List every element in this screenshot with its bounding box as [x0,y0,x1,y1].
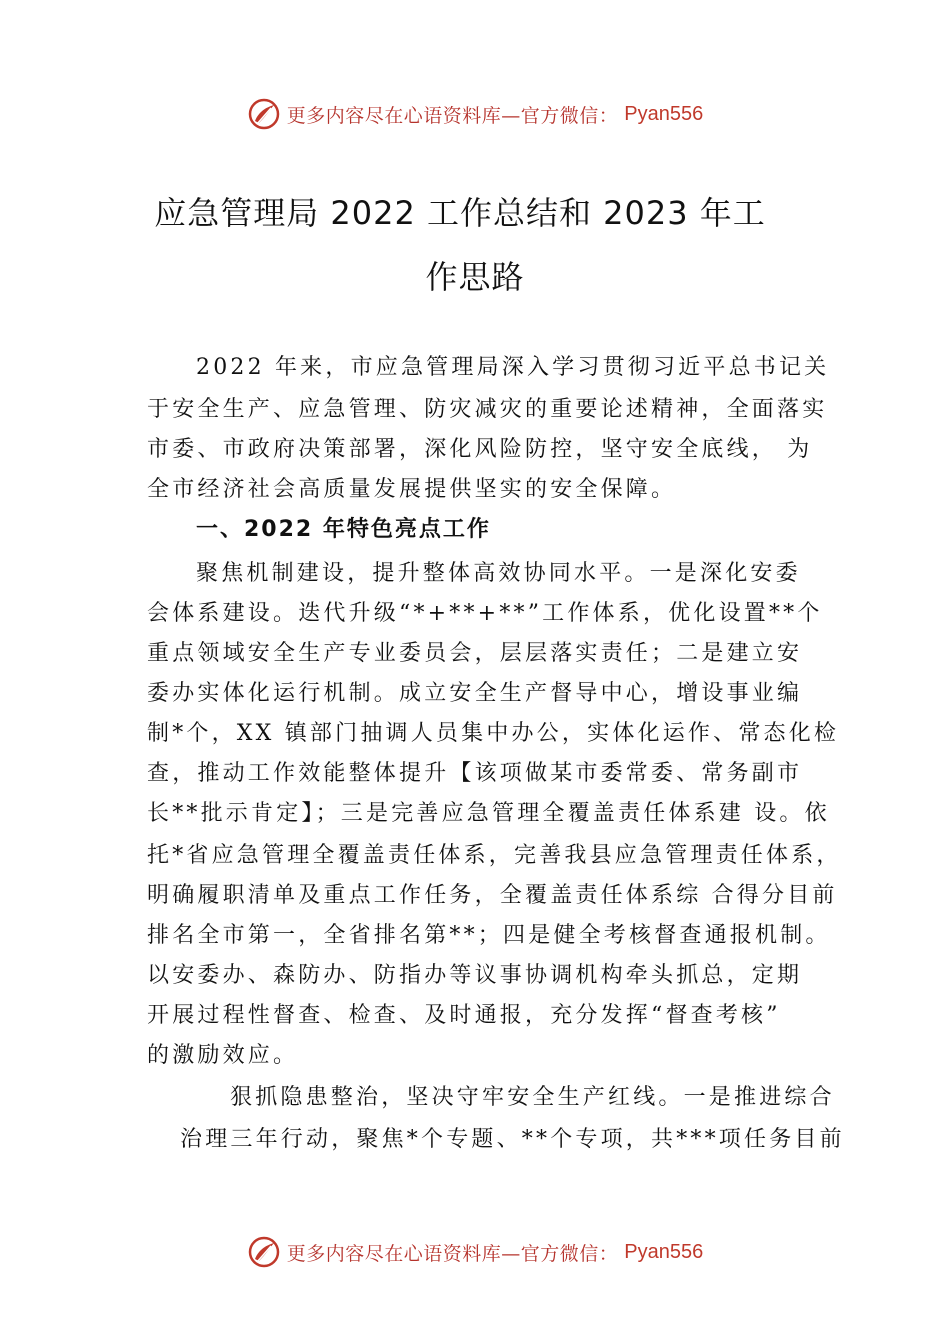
watermark-wechat-id: Pyan556 [624,102,704,125]
intro-line-4: 全市经济社会高质量发展提供坚实的安全保障。 [147,477,677,502]
intro-line-3: 市委、市政府决策部署，深化风险防控，坚守安全底线， 为 [147,437,813,462]
para1-line-5: 制*个，XX 镇部门抽调人员集中办公，实体化运作、常态化检 [147,721,840,746]
para1-line-2: 会体系建设。迭代升级“*+**+**”工作体系，优化设置**个 [147,601,823,626]
document-title-line-1: 应急管理局 2022 工作总结和 2023 年工 [154,194,766,232]
brand-logo-icon [247,1235,281,1269]
para1-line-1: 聚焦机制建设，提升整体高效协同水平。一是深化安委 [196,561,801,586]
para2-line-2: 治理三年行动，聚焦*个专题、**个专项，共***项任务目前 [180,1127,845,1152]
para1-line-12: 开展过程性督查、检查、及时通报，充分发挥“督查考核” [147,1003,781,1028]
para1-line-9: 明确履职清单及重点工作任务，全覆盖责任体系综 合得分目前 [147,883,838,908]
para1-line-11: 以安委办、森防办、防指办等议事协调机构牵头抓总，定期 [147,963,803,988]
section-heading-1: 一、2022 年特色亮点工作 [196,517,491,542]
para1-line-8: 托*省应急管理全覆盖责任体系，完善我县应急管理责任体系， [147,843,842,868]
brand-logo-icon [247,97,281,131]
watermark-wechat-id: Pyan556 [624,1240,704,1263]
watermark-footer [0,1232,950,1272]
para1-line-7: 长**批示肯定】；三是完善应急管理全覆盖责任体系建 设。依 [147,801,830,826]
watermark-text: 更多内容尽在心语资料库—官方微信： [286,104,619,127]
para1-line-6: 查，推动工作效能整体提升【该项做某市委常委、常务副市 [147,761,803,786]
para1-line-10: 排名全市第一，全省排名第**；四是健全考核督查通报机制。 [147,923,831,948]
para1-line-3: 重点领域安全生产专业委员会，层层落实责任；二是建立安 [147,641,803,666]
para1-line-4: 委办实体化运行机制。成立安全生产督导中心，增设事业编 [147,681,803,706]
document-title-line-2: 作思路 [425,258,525,296]
intro-line-2: 于安全生产、应急管理、防灾减灾的重要论述精神，全面落实 [147,397,828,422]
watermark-header [0,94,950,134]
para1-line-13: 的激励效应。 [147,1043,299,1068]
watermark-text: 更多内容尽在心语资料库—官方微信： [286,1242,619,1265]
para2-line-1: 狠抓隐患整治，坚决守牢安全生产红线。一是推进综合 [230,1085,835,1110]
intro-line-1: 2022 年来，市应急管理局深入学习贯彻习近平总书记关 [196,355,830,380]
